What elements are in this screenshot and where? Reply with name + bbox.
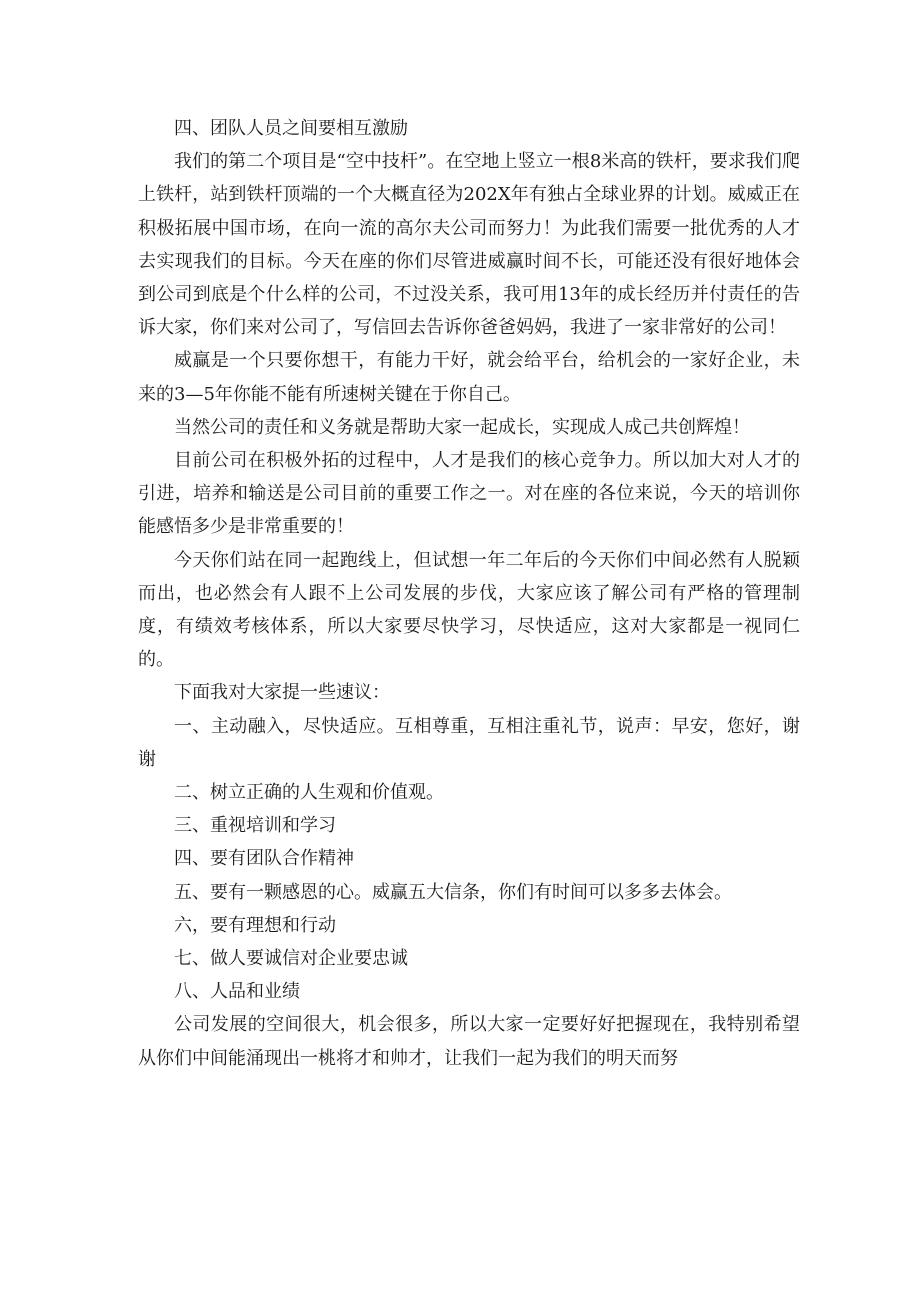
list-item: 七、做人要诚信对企业要忠诚	[174, 948, 408, 970]
list-item: 二、树立正确的人生观和价值观。	[174, 782, 444, 804]
paragraph: 今天你们站在同一起跑线上，但试想一年二年后的今天你们中间必然有人脱颖而出，也必然会有人跟不上公司发展的步伐，大家应该了解公司有严格的管理制度，有绩效考核体系，所以大家要尽快学习，尽快适应，这对大家都是一视同仁的。	[138, 549, 800, 671]
document-body	[138, 112, 800, 1075]
paragraph: 下面我对大家提一些速议：	[174, 682, 390, 704]
list-item: 六，要有理想和行动	[174, 914, 336, 936]
paragraph: 目前公司在积极外拓的过程中，人才是我们的核心竞争力。所以加大对人才的引进，培养和输送是公司目前的重要工作之一。对在座的各位来说，今天的培训你能感悟多少是非常重要的！	[138, 450, 800, 538]
list-item: 一、主动融入，尽快适应。互相尊重，互相注重礼节，说声：早安，您好，谢谢	[138, 715, 800, 770]
paragraph: 我们的第二个项目是“空中技杆”。在空地上竖立一根8米高的铁杆，要求我们爬上铁杆，站到铁杆顶端的一个大概直径为202X年有独占全球业界的计划。威威正在积极拓展中国市场，在向一流的高尔夫公司而努力！为此我们需要一批优秀的人才去实现我们的目标。今天在座的你们尽管进威赢时间不长，可能还没有很好地体会到公司到底是个什么样的公司，不过没关系，我可用13年的成长经历并付责任的告诉大家，你们来对公司了，写信回去告诉你爸爸妈妈，我进了一家非常好的公司！	[138, 151, 800, 339]
section-heading: 四、团队人员之间要相互激励	[174, 118, 408, 139]
paragraph: 公司发展的空间很大，机会很多，所以大家一定要好好把握现在，我特别希望从你们中间能涌现出一桃将才和帅才，让我们一起为我们的明天而努	[138, 1014, 800, 1069]
list-item: 三、重视培训和学习	[174, 815, 336, 837]
paragraph: 当然公司的责任和义务就是帮助大家一起成长，实现成人成己共创辉煌！	[174, 416, 750, 438]
list-item: 四、要有团队合作精神	[174, 848, 354, 870]
list-item: 八、人品和业绩	[174, 981, 300, 1003]
list-item: 五、要有一颗感恩的心。威赢五大信条，你们有时间可以多多去体会。	[174, 881, 732, 903]
paragraph: 威赢是一个只要你想干，有能力干好，就会给平台，给机会的一家好企业，未来的3—5年你能不能有所速树关键在于你自己。	[138, 350, 800, 405]
